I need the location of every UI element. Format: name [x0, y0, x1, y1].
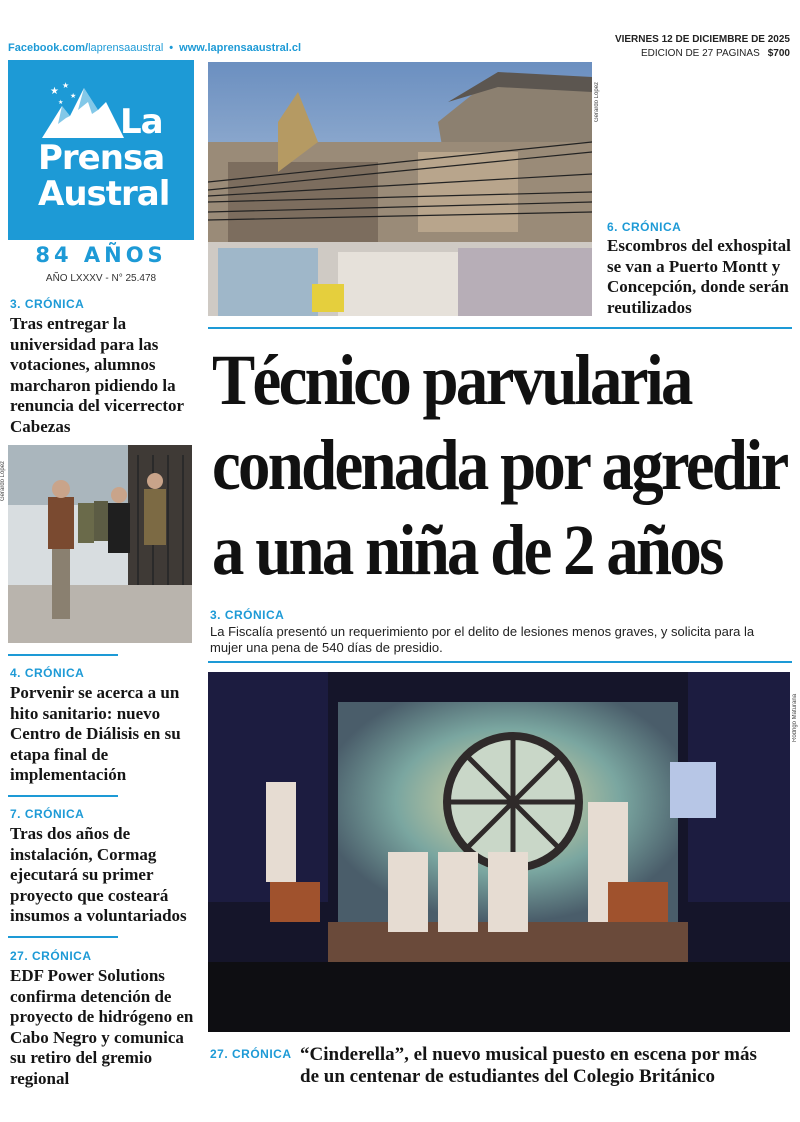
sidebar-headline[interactable]: Porvenir se acerca a un hito sanitario: nuevo Centro de Diálisis en su etapa final de implementación — [10, 683, 181, 784]
website-link[interactable]: www.laprensaaustral.cl — [179, 42, 302, 54]
photo-credit: Gerardo López — [594, 81, 600, 122]
section-kicker: 27. CRÓNICA — [210, 1047, 292, 1061]
sidebar-headline[interactable]: EDF Power Solutions confirma detención de proyecto de hidrógeno en Cabo Negro y comunica su retiro del gremio regional — [10, 966, 194, 1088]
section-kicker: 4. CRÓNICA — [10, 666, 85, 680]
svg-text:★: ★ — [70, 92, 77, 100]
edition-pages: EDICION DE 27 PAGINAS — [641, 48, 760, 59]
divider — [8, 654, 118, 656]
facebook-link[interactable]: Facebook.com/laprensaaustral — [8, 42, 164, 54]
main-headline-line: a una niña de 2 años — [212, 510, 722, 590]
demolition-photo[interactable] — [208, 62, 592, 316]
top-story-headline[interactable]: Escombros del exhospital se van a Puerto Montt y Concepción, donde serán reutilizados — [607, 236, 791, 317]
logo-line-1: La — [120, 102, 163, 142]
divider — [8, 936, 118, 938]
section-kicker: 3. CRÓNICA — [10, 297, 85, 311]
social-links — [8, 42, 301, 54]
section-kicker: 27. CRÓNICA — [10, 949, 92, 963]
divider — [208, 661, 792, 663]
photo-credit: Rodrigo Maturana — [792, 693, 798, 742]
sidebar-headline[interactable]: Tras dos años de instalación, Cormag ejecutará su primer proyecto que costeará insumos a voluntariados — [10, 824, 187, 925]
theatre-photo[interactable] — [208, 672, 790, 1032]
divider — [8, 795, 118, 797]
main-story-dek: La Fiscalía presentó un requerimiento por el delito de lesiones menos graves, y solicita para la mujer una pena de 540 días de presidio. — [210, 624, 755, 655]
newspaper-logo[interactable] — [8, 60, 194, 240]
logo-wordmark — [38, 104, 169, 212]
divider — [208, 327, 792, 329]
price: $700 — [767, 48, 790, 59]
issue-date: VIERNES 12 DE DICIEMBRE DE 2025 — [614, 34, 790, 45]
main-headline-line: Técnico parvularia — [212, 340, 691, 420]
march-photo[interactable] — [8, 445, 192, 643]
svg-text:★: ★ — [58, 99, 64, 106]
bottom-story-caption[interactable]: “Cinderella”, el nuevo musical puesto en escena por más de un centenar de estudiantes del Colegio Británico — [300, 1044, 757, 1087]
svg-text:★: ★ — [62, 81, 70, 90]
logo-line-2: Prensa — [38, 138, 165, 178]
anniversary-label: 84 AÑOS — [35, 243, 167, 267]
issue-number: AÑO LXXXV - N° 25.478 — [45, 273, 157, 284]
section-kicker: 3. CRÓNICA — [210, 608, 285, 622]
main-headline-line: condenada por agredir — [212, 425, 787, 505]
main-headline[interactable] — [212, 338, 787, 593]
svg-text:★: ★ — [50, 86, 59, 97]
photo-credit: Gerardo López — [0, 460, 6, 501]
section-kicker: 7. CRÓNICA — [10, 807, 85, 821]
separator: • — [169, 42, 174, 54]
section-kicker: 6. CRÓNICA — [607, 220, 682, 234]
logo-line-3: Austral — [38, 174, 170, 214]
sidebar-headline[interactable]: Tras entregar la universidad para las votaciones, alumnos marcharon pidiendo la renuncia del vicerrector Cabezas — [10, 314, 184, 436]
edition-info — [641, 48, 790, 59]
